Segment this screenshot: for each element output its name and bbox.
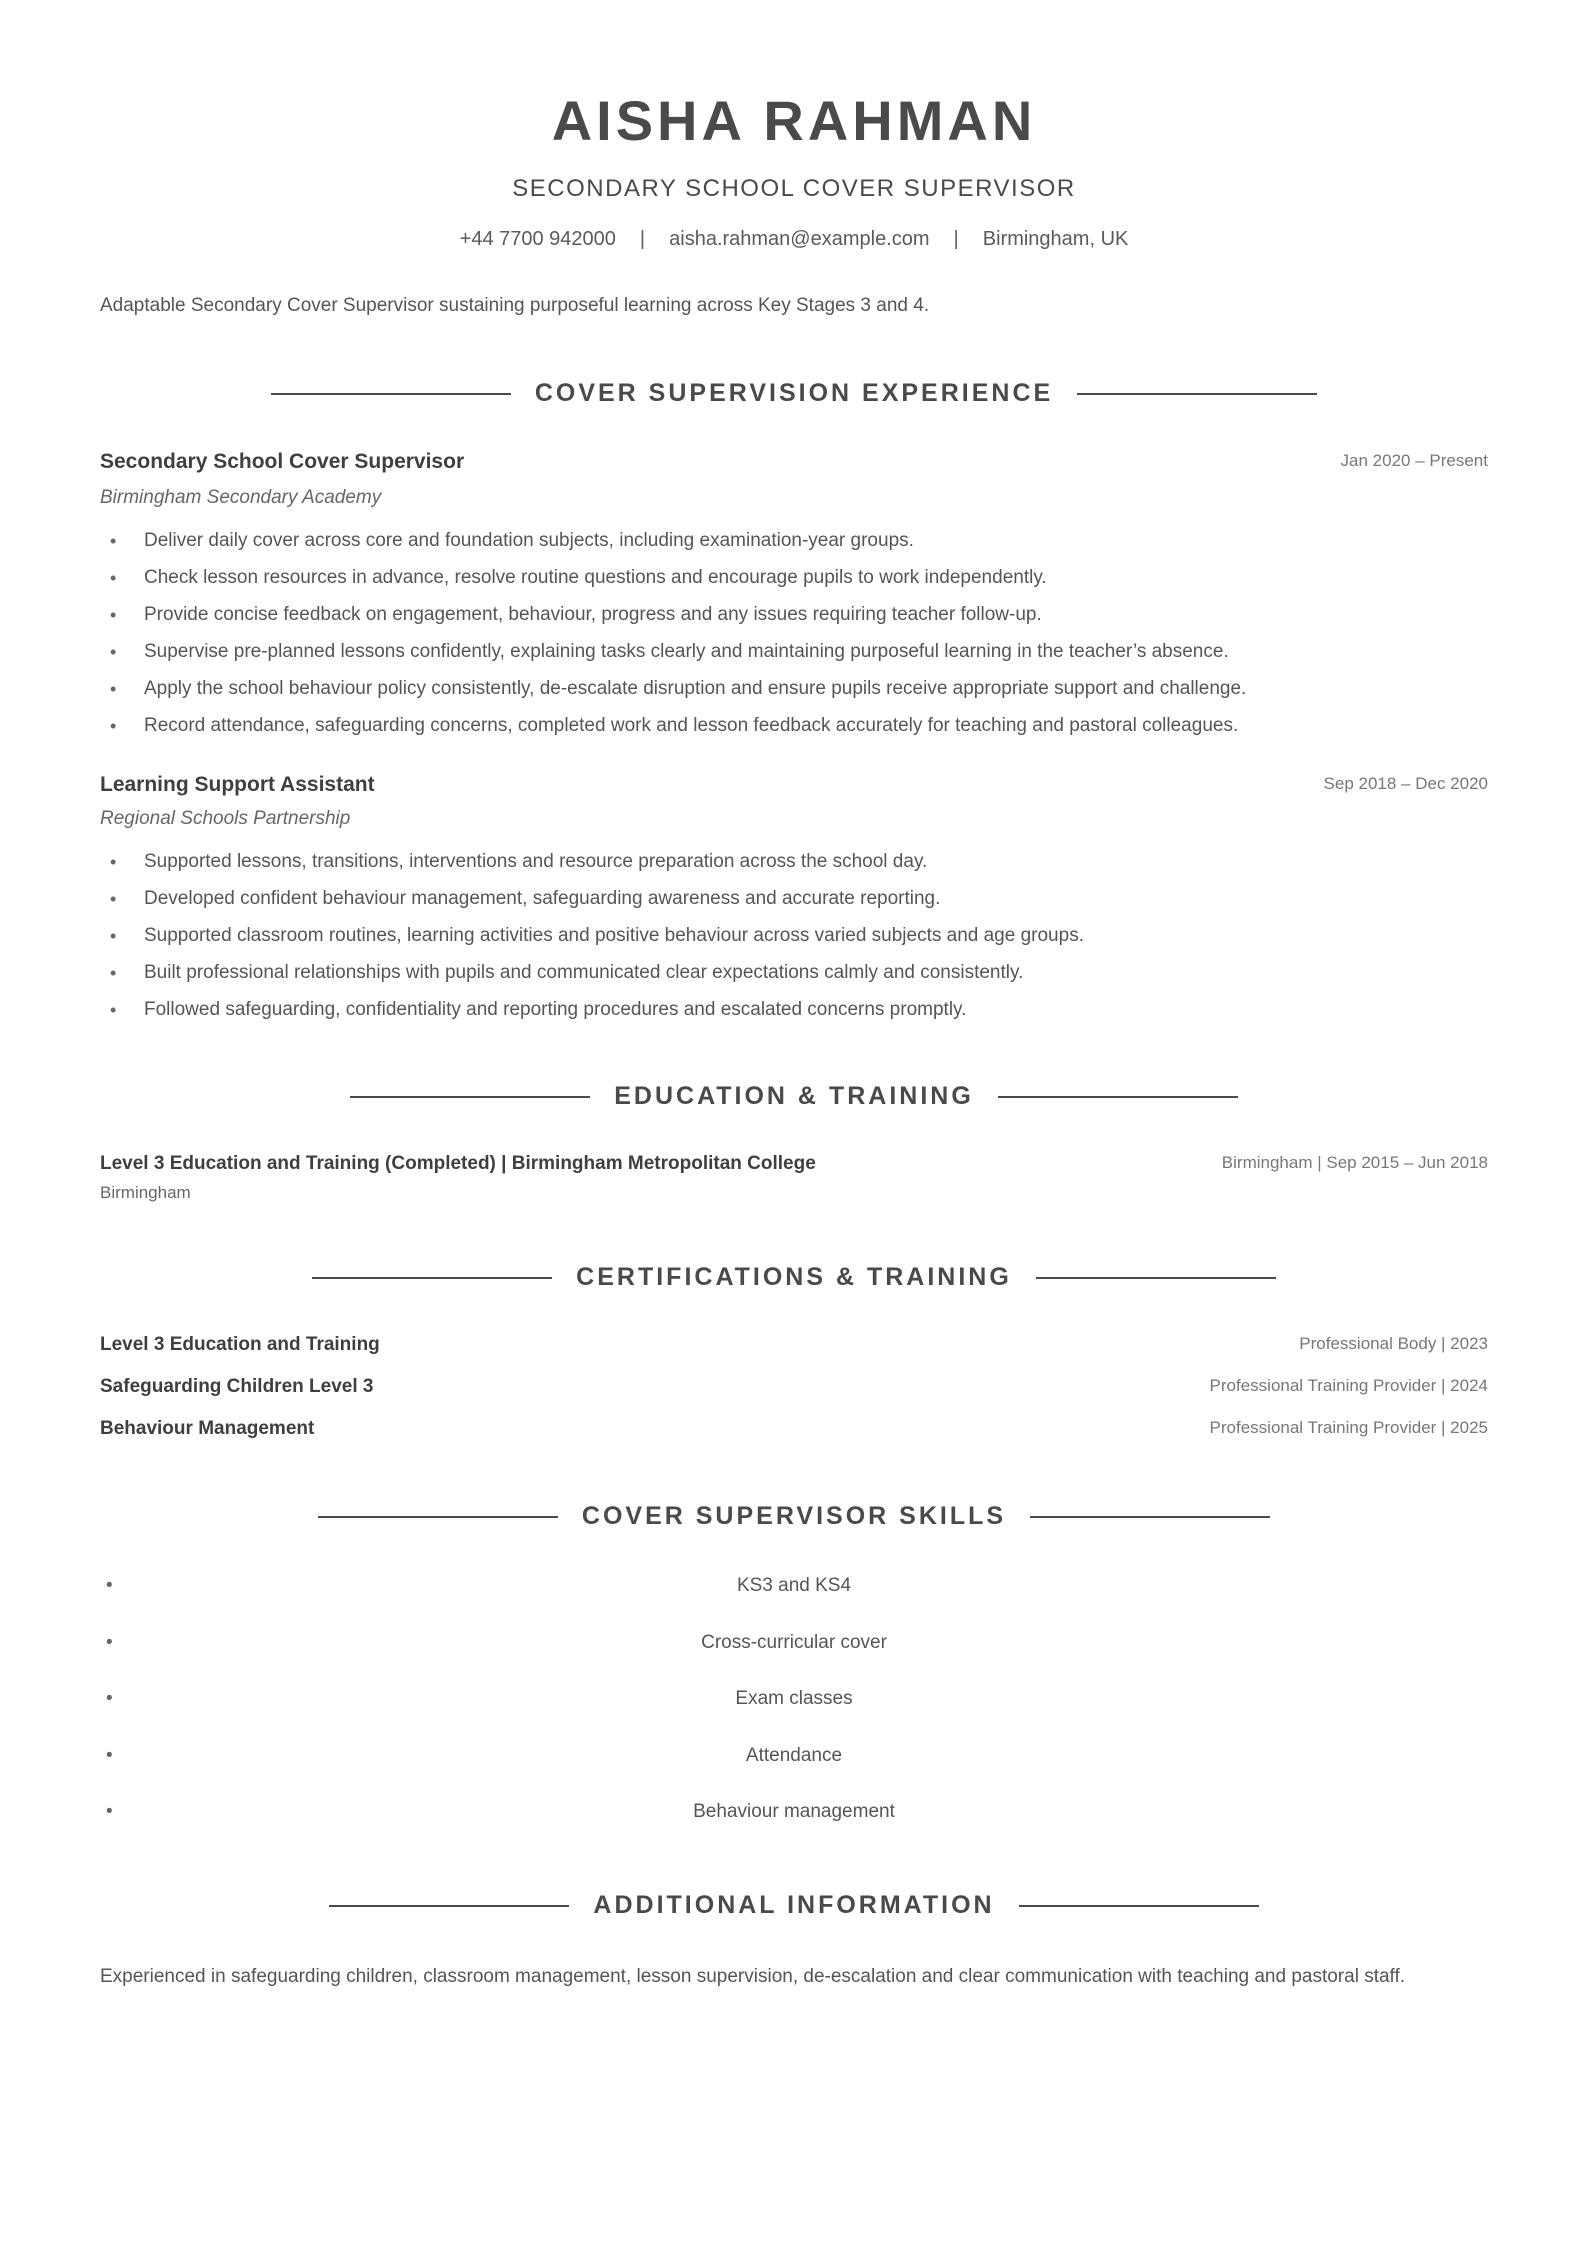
contact-line <box>100 228 1488 251</box>
section-title: ADDITIONAL INFORMATION <box>593 1891 995 1919</box>
heading-rule <box>329 1905 569 1907</box>
job-title: Learning Support Assistant <box>100 773 375 796</box>
section-heading-experience <box>100 379 1488 408</box>
certification-name: Safeguarding Children Level 3 <box>100 1376 374 1397</box>
education-location: Birmingham <box>100 1183 191 1202</box>
heading-rule <box>271 393 511 395</box>
list-item: • Built professional relationships with pupils and communicated clear expectations calmly and consistently. <box>100 960 1488 997</box>
heading-rule <box>350 1096 590 1098</box>
skill-item: • Behaviour management <box>100 1799 1488 1856</box>
certification-detail: Professional Training Provider | 2025 <box>1209 1418 1488 1437</box>
section-title: EDUCATION & TRAINING <box>614 1082 974 1110</box>
skills-list <box>100 1573 1488 1856</box>
job-organisation: Regional Schools Partnership <box>100 808 351 829</box>
candidate-name: AISHA RAHMAN <box>551 89 1037 152</box>
additional-information: Experienced in safeguarding children, classroom management, lesson supervision, de-escalation and clear communication with teaching and pastoral staff. <box>100 1966 1406 1987</box>
contact-separator: | <box>953 228 959 250</box>
summary: Adaptable Secondary Cover Supervisor sustaining purposeful learning across Key Stages 3 and 4. <box>100 295 930 316</box>
job-bullets <box>100 528 1488 750</box>
section-heading-additional <box>100 1891 1488 1920</box>
heading-rule <box>1036 1277 1276 1279</box>
list-item: • Supported classroom routines, learning activities and positive behaviour across varied subjects and age groups. <box>100 923 1488 960</box>
heading-rule <box>1077 393 1317 395</box>
list-item: • Deliver daily cover across core and foundation subjects, including examination-year groups. <box>100 528 1488 565</box>
section-title: CERTIFICATIONS & TRAINING <box>576 1263 1012 1291</box>
heading-rule <box>318 1516 558 1518</box>
certification-detail: Professional Body | 2023 <box>1299 1334 1488 1353</box>
list-item: • Supported lessons, transitions, interventions and resource preparation across the school day. <box>100 849 1488 886</box>
section-heading-skills <box>100 1502 1488 1531</box>
list-item: • Record attendance, safeguarding concerns, completed work and lesson feedback accurately for teaching and pastoral colleagues. <box>100 713 1488 750</box>
section-heading-education <box>100 1082 1488 1111</box>
contact-separator: | <box>639 228 646 250</box>
education-entry: Level 3 Education and Training (Completed) | Birmingham Metropolitan College <box>100 1153 816 1174</box>
skill-item: • Attendance <box>100 1743 1488 1800</box>
job-organisation: Birmingham Secondary Academy <box>100 487 382 508</box>
location: Birmingham, UK <box>982 228 1129 250</box>
phone-number: +44 7700 942000 <box>459 228 616 250</box>
skill-item: • Cross-curricular cover <box>100 1630 1488 1687</box>
section-heading-certifications <box>100 1263 1488 1292</box>
email-address: aisha.rahman@example.com <box>669 228 930 250</box>
job-title: Secondary School Cover Supervisor <box>100 450 465 473</box>
list-item: • Followed safeguarding, confidentiality and reporting procedures and escalated concerns promptly. <box>100 997 1488 1034</box>
list-item: • Apply the school behaviour policy consistently, de-escalate disruption and ensure pupils receive appropriate support and challenge. <box>100 676 1488 713</box>
certification-name: Level 3 Education and Training <box>100 1334 380 1355</box>
section-title: COVER SUPERVISION EXPERIENCE <box>534 379 1054 407</box>
certification-name: Behaviour Management <box>100 1418 315 1439</box>
job-bullets <box>100 849 1488 1034</box>
resume-page <box>100 0 1488 2246</box>
heading-rule <box>1019 1905 1259 1907</box>
candidate-role: SECONDARY SCHOOL COVER SUPERVISOR <box>512 175 1076 202</box>
skill-item: • Exam classes <box>100 1686 1488 1743</box>
heading-rule <box>998 1096 1238 1098</box>
list-item: • Check lesson resources in advance, resolve routine questions and encourage pupils to work independently. <box>100 565 1488 602</box>
education-location-dates: Birmingham | Sep 2015 – Jun 2018 <box>1221 1153 1488 1172</box>
list-item: • Supervise pre-planned lessons confidently, explaining tasks clearly and maintaining purposeful learning in the teacher’s absence. <box>100 639 1488 676</box>
list-item: • Developed confident behaviour management, safeguarding awareness and accurate reporting. <box>100 886 1488 923</box>
certification-detail: Professional Training Provider | 2024 <box>1209 1376 1488 1395</box>
job-dates: Sep 2018 – Dec 2020 <box>1323 774 1488 793</box>
heading-rule <box>312 1277 552 1279</box>
list-item: • Provide concise feedback on engagement, behaviour, progress and any issues requiring teacher follow-up. <box>100 602 1488 639</box>
heading-rule <box>1030 1516 1270 1518</box>
section-title: COVER SUPERVISOR SKILLS <box>581 1502 1007 1530</box>
skill-item: • KS3 and KS4 <box>100 1573 1488 1630</box>
job-dates: Jan 2020 – Present <box>1340 451 1488 470</box>
